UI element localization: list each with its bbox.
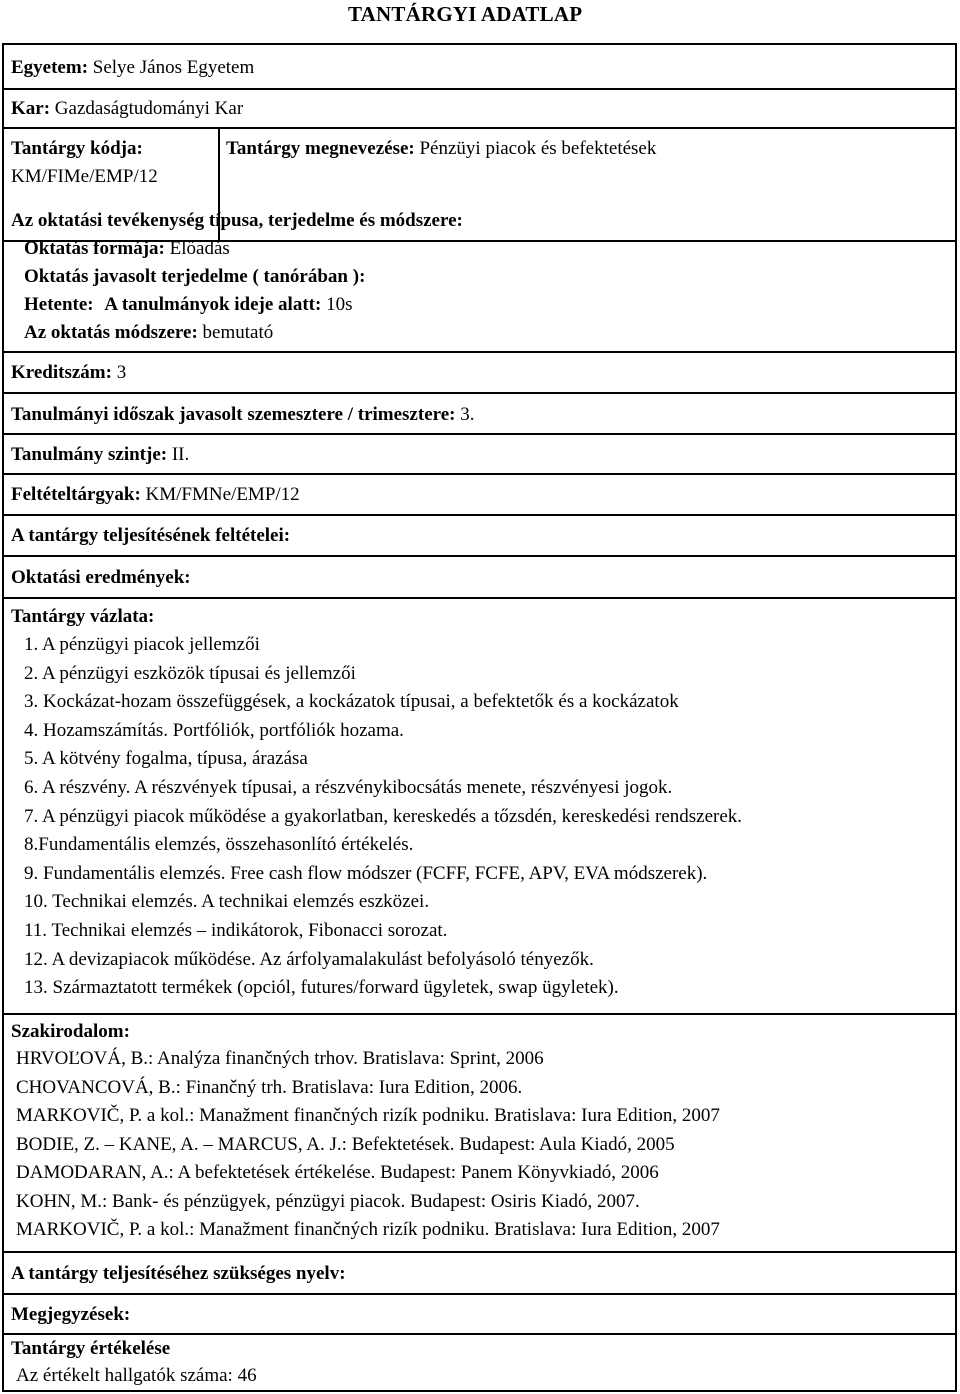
outline-list (24, 631, 742, 1003)
literature-item: MARKOVIČ, P. a kol.: Manažment finančných rizík podniku. Bratislava: Iura Edition, 2007 (16, 1219, 720, 1240)
conditions-label: A tantárgy teljesítésének feltételei: (11, 525, 291, 546)
evaluation-label: Tantárgy értékelése (11, 1338, 171, 1359)
page-title: TANTÁRGYI ADATLAP (348, 2, 583, 26)
course-code-value: KM/FIMe/EMP/12 (11, 166, 158, 187)
outcomes-row (4, 557, 955, 599)
prerequisites-label: Feltételtárgyak: (11, 484, 141, 505)
outline-item: 8.Fundamentális elemzés, összehasonlító értékelés. (24, 834, 414, 856)
level-row (4, 435, 955, 475)
course-code-label: Tantárgy kódja: (11, 138, 143, 159)
level-label: Tanulmány szintje: (11, 444, 168, 465)
outline-item: 11. Technikai elemzés – indikátorok, Fibonacci sorozat. (24, 919, 448, 941)
evaluation-count: Az értékelt hallgatók száma: 46 (16, 1365, 257, 1386)
teaching-period-value: 10s (326, 294, 353, 315)
course-name-label: Tantárgy megnevezése: (226, 138, 415, 159)
credits-value: 3 (116, 362, 127, 383)
level-value: II. (171, 444, 190, 465)
teaching-scope-label: Oktatás javasolt terjedelme ( tanórában ): (24, 266, 366, 287)
literature-item: BODIE, Z. – KANE, A. – MARCUS, A. J.: Befektetések. Budapest: Aula Kiadó, 2005 (16, 1133, 675, 1155)
university-row (4, 45, 955, 90)
conditions-row (4, 516, 955, 557)
outline-item: 9. Fundamentális elemzés. Free cash flow módszer (FCFF, FCFE, APV, EVA módszerek). (24, 862, 708, 884)
language-label: A tantárgy teljesítéséhez szükséges nyelv: (11, 1263, 346, 1284)
outline-item: 4. Hozamszámítás. Portfóliók, portfóliók hozama. (24, 719, 404, 741)
outline-item: 12. A devizapiacok működése. Az árfolyamalakulást befolyásoló tényezők. (24, 948, 594, 970)
teaching-form-value: Előadás (169, 238, 230, 259)
outline-item: 5. A kötvény fogalma, típusa, árazása (24, 748, 308, 770)
course-name-value: Pénzüyi piacok és befektetések (419, 138, 657, 159)
outline-item: 7. A pénzügyi piacok működése a gyakorlatban, kereskedés a tőzsdén, kereskedési rendszerek. (24, 805, 743, 827)
outline-item: 3. Kockázat-hozam összefüggések, a kockázatok típusai, a befektetők és a kockázatok (24, 691, 679, 713)
prerequisites-value: KM/FMNe/EMP/12 (145, 484, 300, 505)
semester-value: 3. (460, 404, 475, 425)
outline-label: Tantárgy vázlata: (11, 606, 155, 627)
semester-row (4, 394, 955, 435)
literature-list (16, 1045, 720, 1245)
outline-row (4, 599, 955, 1015)
prerequisites-row (4, 475, 955, 516)
faculty-row (4, 90, 955, 129)
literature-item: MARKOVIČ, P. a kol.: Manažment finančných rizík podniku. Bratislava: Iura Edition, 2007 (16, 1105, 720, 1126)
outline-item: 6. A részvény. A részvények típusai, a részvénykibocsátás menete, részvényesi jogok. (24, 776, 673, 798)
university-value: Selye János Egyetem (92, 57, 255, 78)
evaluation-row (4, 1335, 955, 1390)
teaching-heading: Az oktatási tevékenység típusa, terjedelme és módszere: (11, 210, 463, 231)
semester-label: Tanulmányi időszak javasolt szemesztere / trimesztere: (11, 404, 456, 425)
university-label: Egyetem: (11, 57, 89, 78)
literature-label: Szakirodalom: (11, 1021, 130, 1042)
course-data-sheet (2, 43, 957, 1392)
outline-item: 10. Technikai elemzés. A technikai elemzés eszközei. (24, 891, 430, 913)
teaching-method-value: bemutató (202, 322, 274, 343)
literature-item: DAMODARAN, A.: A befektetések értékelése. Budapest: Panem Könyvkiadó, 2006 (16, 1162, 659, 1183)
literature-item: KOHN, M.: Bank- és pénzügyek, pénzügyi piacok. Budapest: Osiris Kiadó, 2007. (16, 1190, 640, 1212)
teaching-method-label: Az oktatás módszere: (24, 322, 198, 343)
outline-item: 2. A pénzügyi eszközök típusai és jellemzői (24, 662, 356, 684)
outline-item: 1. A pénzügyi piacok jellemzői (24, 634, 260, 655)
credits-label: Kreditszám: (11, 362, 112, 383)
outline-item: 13. Származtatott termékek (opciól, futures/forward ügyletek, swap ügyletek). (24, 977, 619, 999)
teaching-weekly-label: Hetente: (24, 294, 94, 315)
teaching-period-label: A tanulmányok ideje alatt: (104, 294, 322, 315)
faculty-value: Gazdaságtudományi Kar (54, 98, 244, 119)
outcomes-label: Oktatási eredmények: (11, 567, 191, 588)
faculty-label: Kar: (11, 98, 51, 119)
literature-item: CHOVANCOVÁ, B.: Finančný trh. Bratislava: Iura Edition, 2006. (16, 1076, 523, 1098)
literature-item: HRVOĽOVÁ, B.: Analýza finančných trhov. Bratislava: Sprint, 2006 (16, 1048, 544, 1069)
language-row (4, 1253, 955, 1295)
teaching-form-label: Oktatás formája: (24, 238, 165, 259)
credits-row (4, 353, 955, 394)
literature-row (4, 1015, 955, 1253)
notes-row (4, 1295, 955, 1335)
teaching-row (4, 204, 955, 353)
notes-label: Megjegyzések: (11, 1304, 131, 1325)
